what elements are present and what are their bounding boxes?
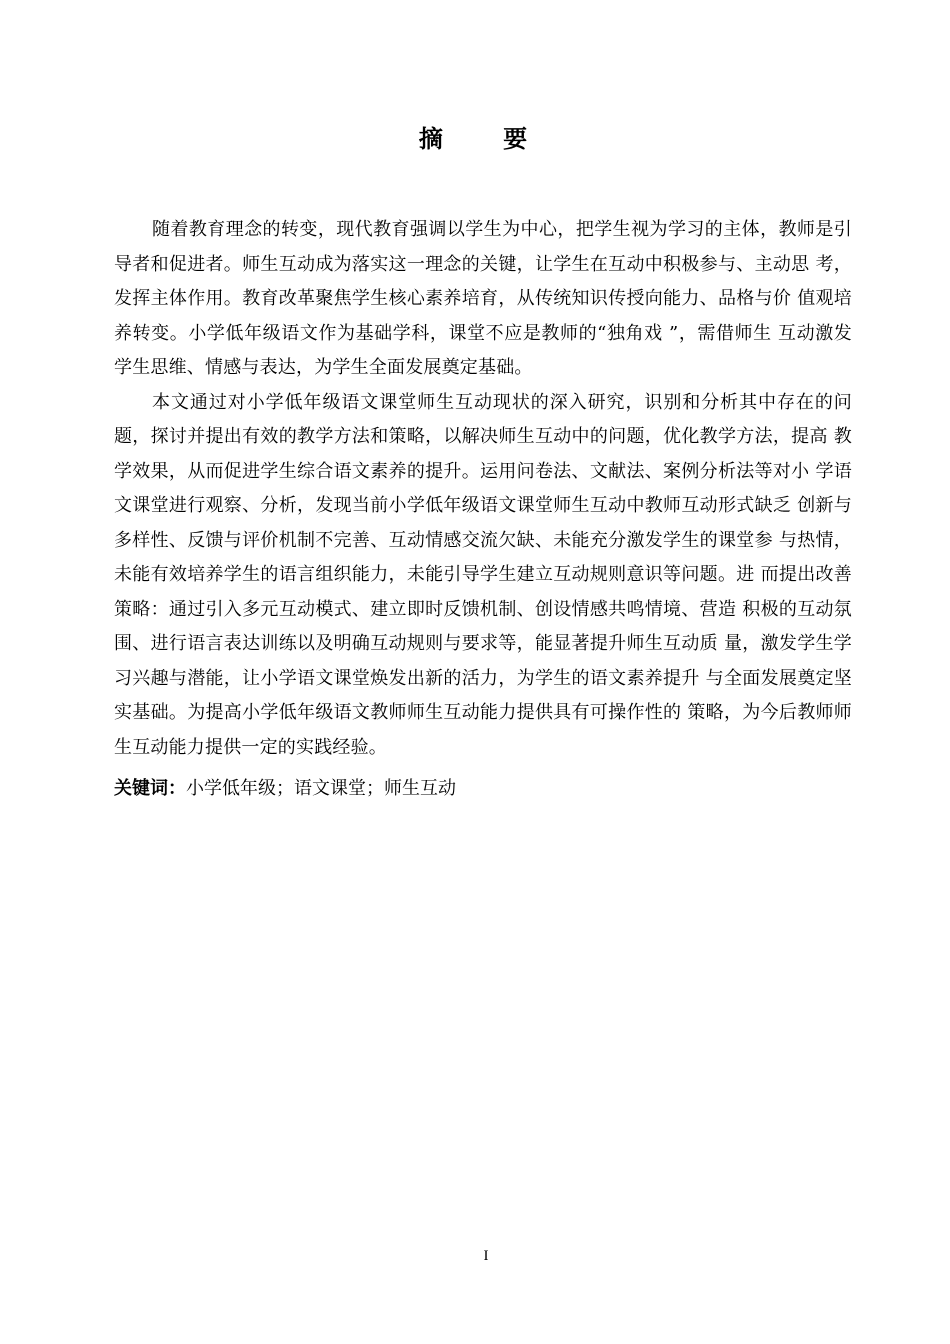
abstract-paragraph-2: 本文通过对小学低年级语文课堂师生互动现状的深入研究，识别和分析其中存在的问题，探讨并提出有效的教学方法和策略，以解决师生互动中的问题，优化教学方法，提高 教学效果，从而促进学生综合语文素养的提升。运用问卷法、文献法、案例分析法等对小 学语文课堂进行观察、分析，发现当前小学低年级语文课堂师生互动中教师互动形式缺乏 创新与多样性、反馈与评价机制不完善、互动情感交流欠缺、未能充分激发学生的课堂参 与热情，未能有效培养学生的语言组织能力，未能引导学生建立互动规则意识等问题。进 而提出改善策略：通过引入多元互动模式、建立即时反馈机制、创设情感共鸣情境、营造 积极的互动氛围、进行语言表达训练以及明确互动规则与要求等，能显著提升师生互动质 量，激发学生学习兴趣与潜能，让小学语文课堂焕发出新的活力，为学生的语文素养提升 与全面发展奠定坚实基础。为提高小学低年级语文教师师生互动能力提供具有可操作性的 策略，为今后教师师生互动能力提供一定的实践经验。 <box>114 391 852 758</box>
page-number: I <box>483 1248 489 1264</box>
abstract-body <box>114 213 852 765</box>
keywords-line <box>114 772 852 806</box>
keywords-value: 小学低年级；语文课堂；师生互动 <box>186 778 456 799</box>
page-title: 摘 要 <box>418 125 554 153</box>
abstract-paragraph-1: 随着教育理念的转变，现代教育强调以学生为中心，把学生视为学习的主体，教师是引导者和促进者。师生互动成为落实这一理念的关键，让学生在互动中积极参与、主动思 考，发挥主体作用。教育改革聚焦学生核心素养培育，从传统知识传授向能力、品格与价 值观培养转变。小学低年级语文作为基础学科，课堂不应是教师的“独角戏 ”，需借师生 互动激发学生思维、情感与表达，为学生全面发展奠定基础。 <box>114 219 852 378</box>
keywords-label: 关键词： <box>114 778 186 799</box>
